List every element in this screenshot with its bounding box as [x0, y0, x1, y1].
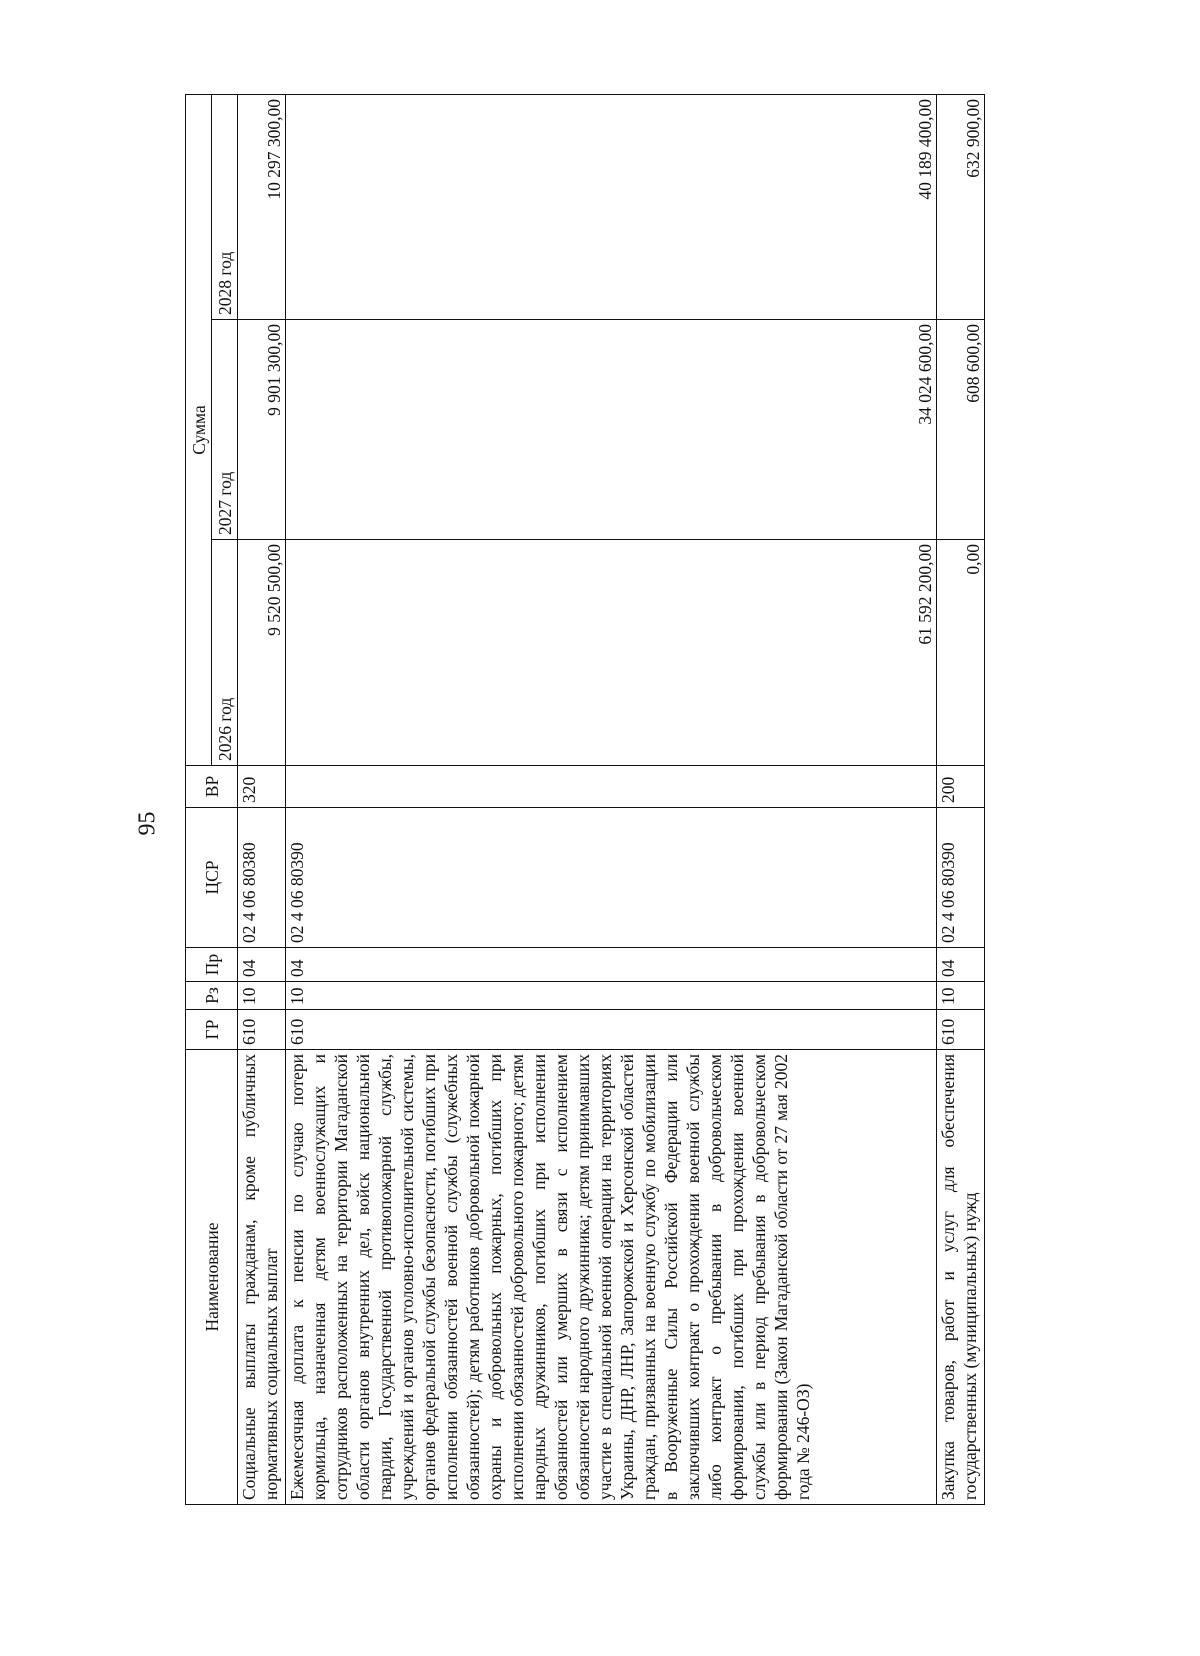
- row-2026: 61 592 200,00: [286, 540, 937, 766]
- header-vr: ВР: [186, 766, 238, 808]
- header-pr: Пр: [186, 948, 238, 982]
- row-2026: 9 520 500,00: [238, 540, 286, 766]
- row-gr: 610: [937, 1010, 985, 1050]
- row-gr: 610: [286, 1010, 937, 1050]
- budget-table: [185, 94, 985, 1505]
- header-name: Наименование: [186, 1050, 238, 1505]
- header-2026: 2026 год: [212, 540, 238, 766]
- row-2028: 632 900,00: [937, 94, 985, 319]
- table-row: [937, 94, 985, 1504]
- page-number: 95: [134, 811, 161, 836]
- row-vr: 320: [238, 766, 286, 808]
- row-pr: 04: [286, 948, 937, 982]
- row-2027: 9 901 300,00: [238, 320, 286, 540]
- row-gr: 610: [238, 1010, 286, 1050]
- header-rz: Рз: [186, 982, 238, 1010]
- row-name: Ежемесячная доплата к пенсии по случаю потери кормильца, назначенная детям военнослужащих и сотрудников расположенных на территории Магаданской области органов внутренних дел, войск национальной гвардии, Государственной противопожарной службы, учреждений и органов уголовно-исполнительной системы, органов федеральной службы безопасности, погибших при исполнении обязанностей военной службы (служебных обязанностей); детям работников добровольной пожарной охраны и добровольных пожарных, погибших при исполнении обязанностей добровольного пожарного; детям народных дружинников, погибших при исполнении обязанностей или умерших в связи с исполнением обязанностей народного дружинника; детям принимавших участие в специальной военной операции на территориях Украины, ДНР, ЛНР, Запорожской и Херсонской областей граждан, призванных на военную службу по мобилизации в Вооруженные Силы Российской Федерации или заключивших контракт о прохождении военной службы либо контракт о пребывании в добровольческом формировании, погибших при прохождении военной службы или в период пребывания в добровольческом формировании (Закон Магаданской области от 27 мая 2002 года № 246-ОЗ): [286, 1050, 937, 1505]
- row-rz: 10: [238, 982, 286, 1010]
- row-pr: 04: [238, 948, 286, 982]
- header-gr: ГР: [186, 1010, 238, 1050]
- budget-table-rotated: [185, 95, 985, 1505]
- row-csr: 02 4 06 80390: [286, 808, 937, 948]
- row-2028: 10 297 300,00: [238, 94, 286, 319]
- row-pr: 04: [937, 948, 985, 982]
- table-row: [286, 94, 937, 1504]
- row-2027: 608 600,00: [937, 320, 985, 540]
- header-2027: 2027 год: [212, 320, 238, 540]
- row-2027: 34 024 600,00: [286, 320, 937, 540]
- header-2028: 2028 год: [212, 94, 238, 319]
- row-name: Закупка товаров, работ и услуг для обеспечения государственных (муниципальных) нужд: [937, 1050, 985, 1505]
- row-name: Социальные выплаты гражданам, кроме публичных нормативных социальных выплат: [238, 1050, 286, 1505]
- header-sum: Сумма: [186, 94, 212, 765]
- table-row: [238, 94, 286, 1504]
- row-vr: 200: [937, 766, 985, 808]
- row-rz: 10: [286, 982, 937, 1010]
- header-csr: ЦСР: [186, 808, 238, 948]
- row-csr: 02 4 06 80390: [937, 808, 985, 948]
- row-2026: 0,00: [937, 540, 985, 766]
- row-rz: 10: [937, 982, 985, 1010]
- row-2028: 40 189 400,00: [286, 94, 937, 319]
- row-csr: 02 4 06 80380: [238, 808, 286, 948]
- row-vr: [286, 766, 937, 808]
